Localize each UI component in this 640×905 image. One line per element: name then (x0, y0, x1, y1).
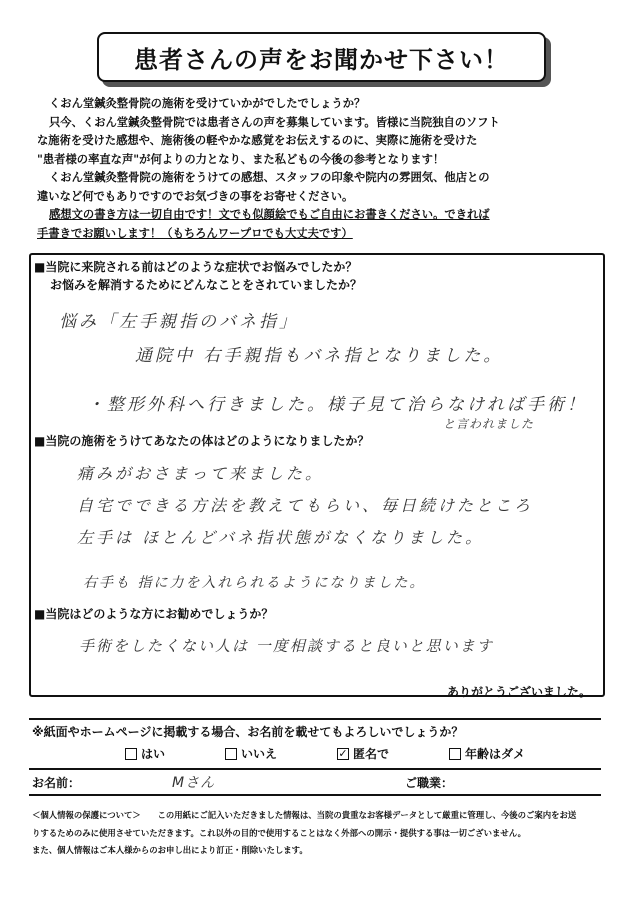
name-row (29, 770, 601, 796)
answer-2-line: 痛みがおさまって来ました。 (77, 464, 325, 483)
option-anonymous[interactable]: ✓ 匿名で (338, 746, 389, 761)
answer-1-line: と言われました (443, 417, 535, 431)
intro-line: "患者様の率直な声"が何よりの力となり、また私どもの今後の参考となります！ (37, 152, 445, 166)
checkbox-checked[interactable]: ✓ (338, 746, 348, 760)
checkbox[interactable] (225, 748, 237, 760)
checkbox[interactable] (125, 748, 137, 760)
answer-2-line: 左手は ほとんどバネ指状態がなくなりました。 (77, 528, 485, 547)
footer-line: ＜個人情報の保護について＞ この用紙にご記入いただきました情報は、当院の貴重なお客様データとして厳重に管理し、今後のご案内をお送 (32, 810, 577, 820)
title-box (97, 32, 546, 82)
option-no[interactable]: いいえ (225, 745, 277, 762)
intro-line: な施術を受けた感想や、施術後の軽やかな感覚をお伝えするのに、実際に施術を受けた (37, 134, 478, 147)
job-label: ご職業： (405, 776, 454, 790)
footer-line: また、個人情報はご本人様からのお申し出により訂正・削除いたします。 (32, 845, 308, 855)
page-title: 患者さんの声をお聞かせ下さい！ (134, 45, 509, 74)
intro-line: くおん堂鍼灸整骨院の施術を受けていかがでしたでしょうか？ (49, 97, 366, 110)
consent-options (125, 745, 525, 762)
question-3: ■当院はどのような方にお勧めでしょうか？ (34, 607, 274, 621)
intro-line: 只今、くおん堂鍼灸整骨院では患者さんの声を募集しています。皆様に当院独自のソフト (49, 115, 500, 129)
privacy-footer (32, 807, 607, 860)
option-no-age[interactable]: 年齢はダメ (449, 745, 525, 762)
option-yes[interactable]: はい (125, 745, 165, 762)
answer-1-line: ・整形外科へ行きました。様子見て治らなければ手術！ (87, 395, 587, 415)
thanks-text: ありがとうございました。 (446, 685, 591, 699)
answer-2-line: 自宅でできる方法を教えてもらい、毎日続けたところ (77, 496, 534, 515)
answer-1-line: 通院中 右手親指もバネ指となりました。 (135, 346, 504, 366)
checkbox[interactable] (449, 748, 461, 760)
intro-line: くおん堂鍼灸整骨院の施術をうけての感想、スタッフの印象や院内の雰囲気、他店との (49, 171, 490, 184)
survey-form (29, 253, 605, 697)
consent-section (29, 718, 601, 770)
answer-2-line: 右手も 指に力を入れられるようになりました。 (83, 575, 426, 591)
question-1: ■当院に来院される前はどのような症状でお悩みでしたか？ お悩みを解消するためにどんなことをされていましたか？ (34, 260, 363, 292)
intro-line: 感想文の書き方は一切自由です！文でも似顔絵でもご自由にお書きください。できれば (49, 208, 490, 221)
answer-3-line: 手術をしたくない人は 一度相談すると良いと思います (79, 637, 494, 655)
name-label: お名前： (32, 776, 81, 790)
consent-question: ※紙面やホームページに掲載する場合、お名前を載せてもよろしいでしょうか？ (32, 725, 464, 739)
intro-line: 違いなど何でもありですのでお気づきの事をお寄せください。 (37, 189, 354, 203)
intro-text (37, 95, 612, 243)
question-2: ■当院の施術をうけてあなたの体はどのようになりましたか？ (34, 434, 370, 448)
answer-1-line: 悩み「左手親指のバネ指」 (59, 312, 299, 332)
footer-line: りするためのみに使用させていただきます。これ以外の目的で使用することはなく外部への開示・提供する事は一切ございません。 (32, 827, 526, 838)
intro-line: 手書きでお願いします！（もちろんワープロでも大丈夫です） (37, 226, 353, 240)
name-value: Mさん (172, 775, 216, 791)
